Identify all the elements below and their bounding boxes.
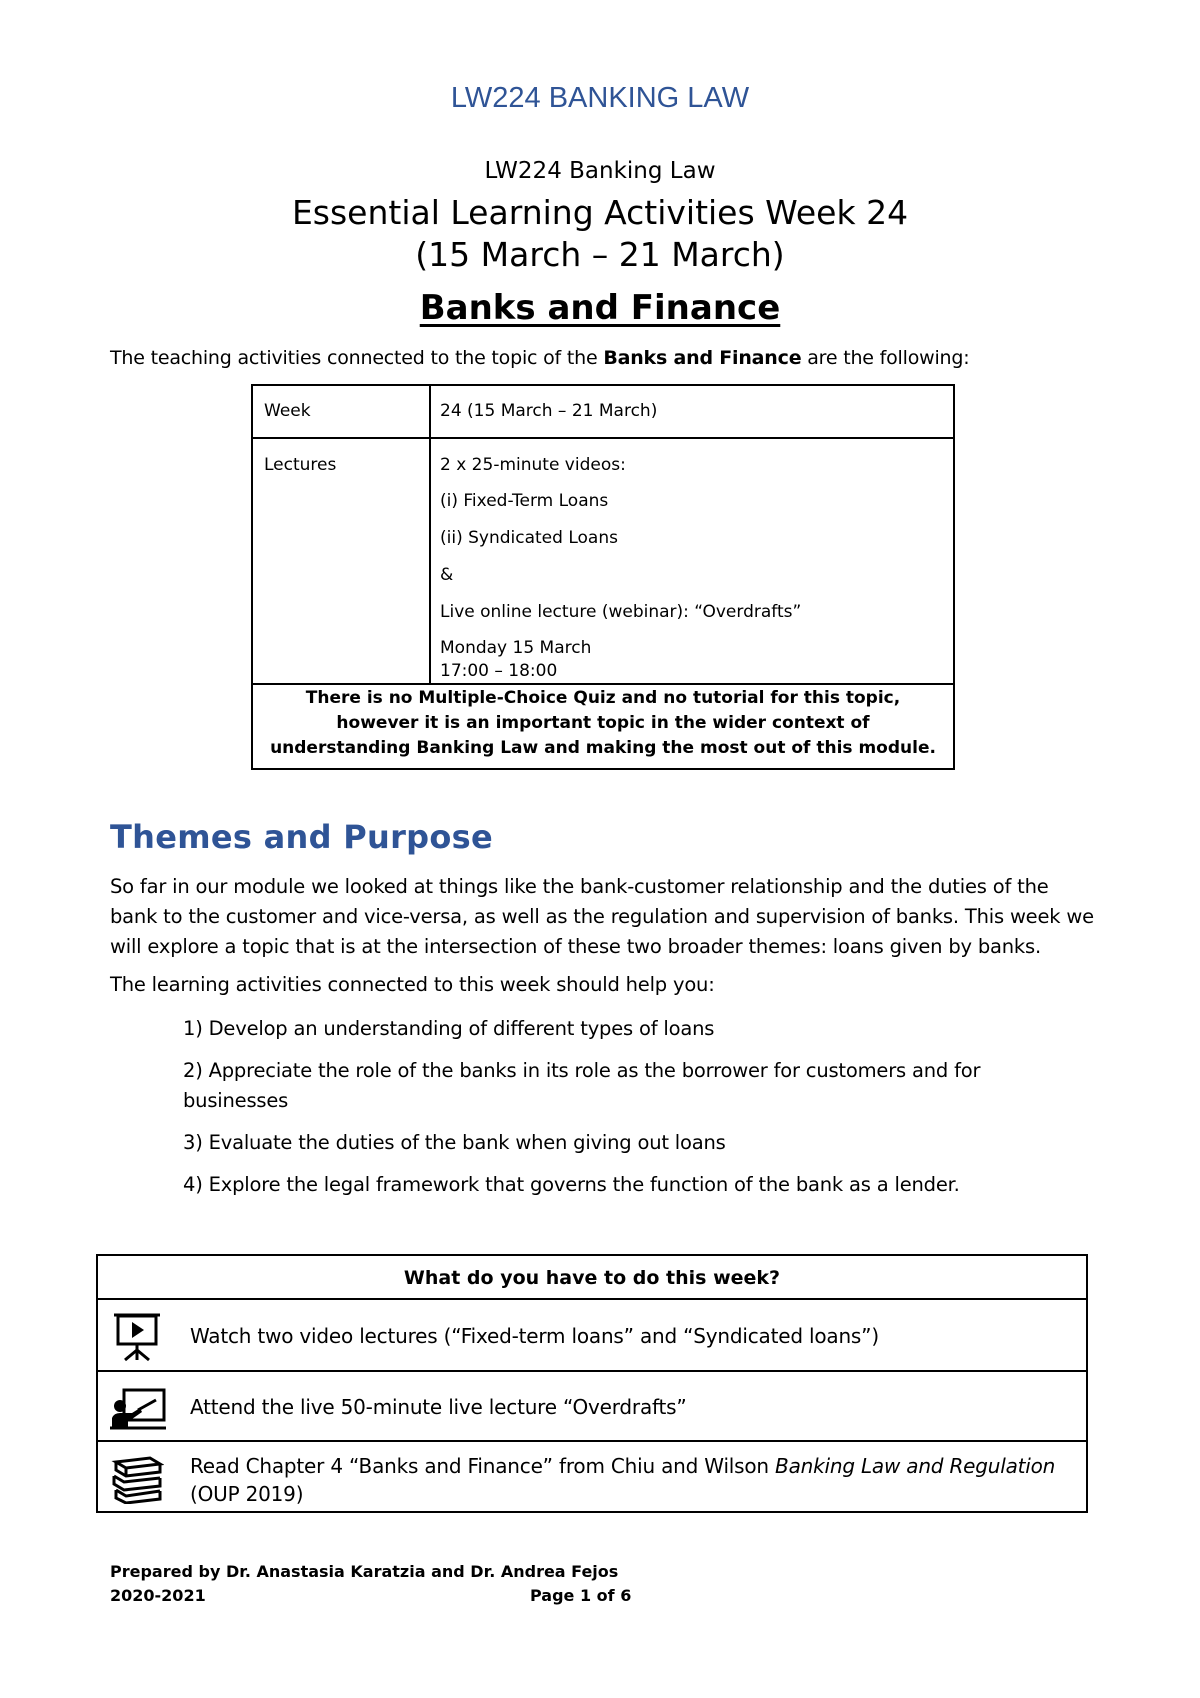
- intro-text-bold: Banks and Finance: [603, 347, 802, 369]
- objectives-lead: The learning activities connected to this week should help you:: [110, 973, 715, 996]
- lecture-line: (ii) Syndicated Loans: [440, 528, 618, 548]
- intro-text-before: The teaching activities connected to the topic of the: [110, 347, 604, 369]
- footer-year: 2020-2021: [110, 1586, 206, 1605]
- objective-item: 4) Explore the legal framework that governs the function of the bank as a lender.: [183, 1173, 960, 1196]
- lecture-line: &: [440, 565, 454, 585]
- week-value: 24 (15 March – 21 March): [440, 401, 658, 421]
- table-note: There is no Multiple-Choice Quiz and no tutorial for this topic, however it is an important topic in the wider context of understanding Banking Law and making the most out of this module.: [270, 688, 936, 758]
- objective-item: 2) Appreciate the role of the banks in its role as the borrower for customers and for businesses: [183, 1059, 981, 1112]
- todo-row: [98, 1372, 1086, 1442]
- footer-prepared-by: Prepared by Dr. Anastasia Karatzia and Dr. Andrea Fejos: [110, 1562, 619, 1581]
- week-label: Week: [264, 401, 311, 421]
- todo-text-before: Read Chapter 4 “Banks and Finance” from Chiu and Wilson: [190, 1454, 776, 1478]
- lecture-line: (i) Fixed-Term Loans: [440, 491, 609, 511]
- table-row-week: [253, 386, 953, 439]
- todo-text-after: (OUP 2019): [190, 1482, 304, 1506]
- todo-row: [98, 1300, 1086, 1372]
- table-row-lectures: [253, 439, 953, 685]
- title-line-2: (15 March – 21 March): [415, 235, 785, 274]
- books-stack-icon: [110, 1454, 164, 1508]
- themes-heading: Themes and Purpose: [110, 818, 494, 856]
- lecture-line: 2 x 25-minute videos:: [440, 455, 626, 475]
- todo-row: [98, 1442, 1086, 1513]
- presentation-board-icon: [110, 1310, 164, 1366]
- lecture-line: Monday 15 March: [440, 638, 592, 658]
- todo-heading: What do you have to do this week?: [98, 1256, 1086, 1300]
- todo-text: Watch two video lectures (“Fixed-term loans” and “Syndicated loans”): [190, 1324, 879, 1348]
- themes-paragraph: So far in our module we looked at things like the bank-customer relationship and the duties of the bank to the customer and vice-versa, as well as the regulation and supervision of banks. This week we will explore a topic that is at the intersection of these two broader themes: loans given by banks.: [110, 875, 1094, 958]
- running-header: LW224 BANKING LAW: [450, 82, 750, 114]
- document-subtitle: LW224 Banking Law: [484, 158, 716, 184]
- todo-text: Attend the live 50-minute live lecture “Overdrafts”: [190, 1395, 687, 1419]
- objective-item: 1) Develop an understanding of different types of loans: [183, 1017, 715, 1040]
- objective-item: 3) Evaluate the duties of the bank when giving out loans: [183, 1131, 726, 1154]
- lecture-line: Live online lecture (webinar): “Overdrafts”: [440, 602, 802, 622]
- intro-text-after: are the following:: [801, 347, 970, 369]
- todo-table: [96, 1254, 1088, 1513]
- todo-text: [190, 1452, 1070, 1508]
- lectures-label: Lectures: [264, 455, 337, 475]
- document-title: [0, 192, 1200, 276]
- schedule-table: [251, 384, 955, 770]
- topic-heading: Banks and Finance: [419, 288, 781, 328]
- lecture-line: 17:00 – 18:00: [440, 661, 558, 681]
- book-title: Banking Law and Regulation: [775, 1454, 1056, 1478]
- intro-sentence: [110, 347, 969, 369]
- online-teaching-icon: [110, 1384, 168, 1434]
- footer-page-number: Page 1 of 6: [530, 1586, 632, 1605]
- title-line-1: Essential Learning Activities Week 24: [291, 193, 909, 232]
